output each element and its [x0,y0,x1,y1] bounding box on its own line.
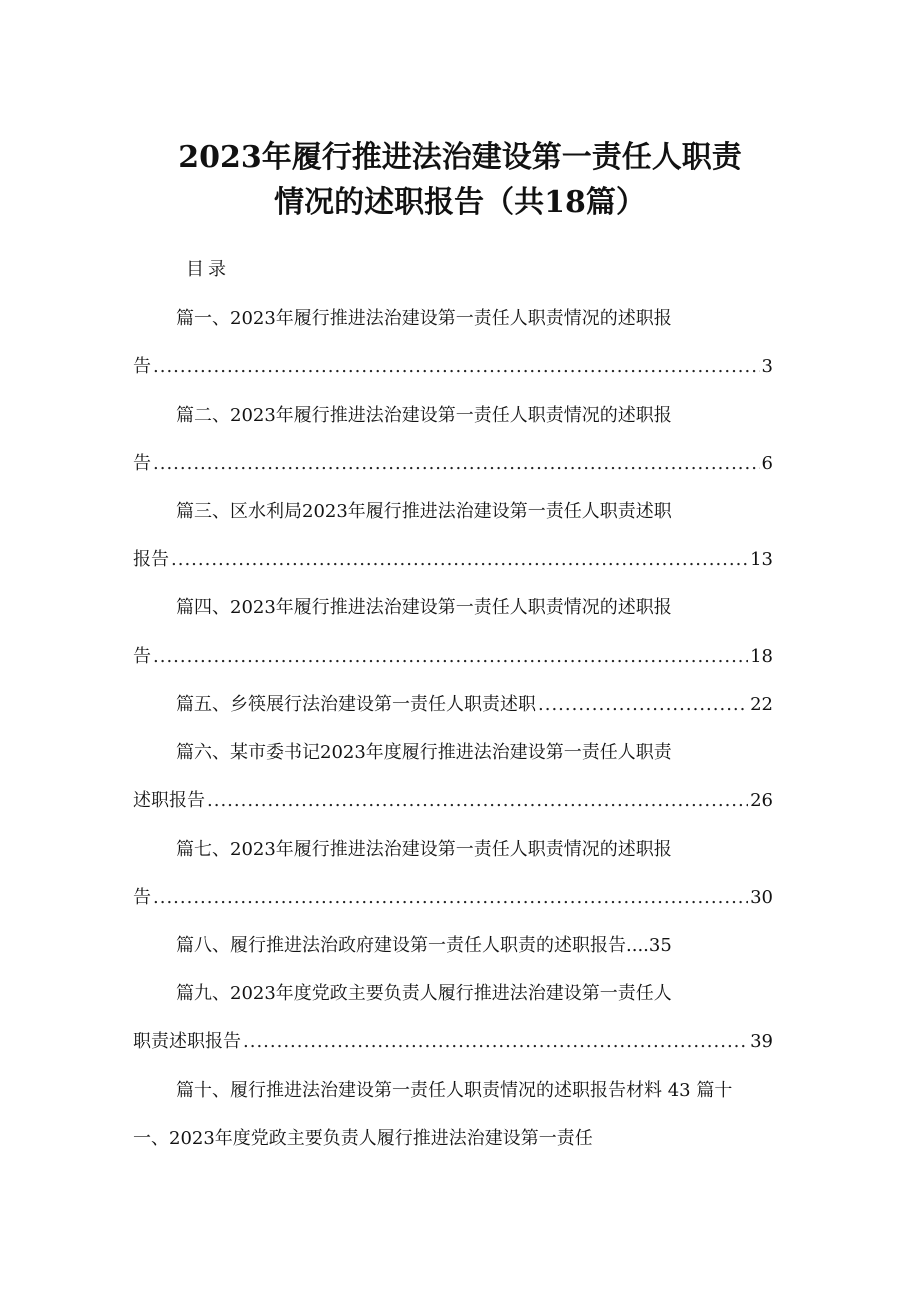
toc-entry-10[interactable]: 篇十、履行推进法治建设第一责任人职责情况的述职报告材料 43 篇十 [176,1080,733,1101]
toc-entry-2-tail: 告 [133,453,151,474]
toc-entry-1-page: 3 [761,356,773,377]
toc-leader-dots [171,548,748,572]
toc-entry-5[interactable] [176,693,773,717]
toc-entry-4-tail: 告 [133,646,151,667]
toc-entry-2-line-1[interactable]: 篇二、2023年履行推进法治建设第一责任人职责情况的述职报 [176,405,672,426]
toc-entry-4-line-1[interactable]: 篇四、2023年履行推进法治建设第一责任人职责情况的述职报 [176,597,672,618]
toc-entry-9-line-2[interactable] [133,1030,773,1054]
document-title-line-2: 情况的述职报告（共18篇） [274,185,646,220]
toc-entry-1-line-1[interactable]: 篇一、2023年履行推进法治建设第一责任人职责情况的述职报 [176,308,672,329]
toc-entry-7-line-1[interactable]: 篇七、2023年履行推进法治建设第一责任人职责情况的述职报 [176,839,672,860]
toc-entry-6-line-2[interactable] [133,789,773,813]
toc-entry-3-tail: 报告 [133,549,169,570]
toc-entry-7-line-2[interactable] [133,886,773,910]
toc-entry-5-text: 篇五、乡筷展行法治建设第一责任人职责述职 [176,694,536,715]
toc-entry-1-line-2[interactable] [133,355,773,379]
toc-entry-1-tail: 告 [133,356,151,377]
toc-entry-7-page: 30 [750,887,773,908]
toc-entry-9-tail: 职责述职报告 [133,1031,241,1052]
toc-entry-3-page: 13 [750,549,773,570]
document-title-line-1: 2023年履行推进法治建设第一责任人职责 [178,140,742,175]
toc-entry-4-line-2[interactable] [133,645,773,669]
toc-entry-5-page: 22 [750,694,773,715]
toc-leader-dots [153,886,748,910]
toc-entry-7-tail: 告 [133,887,151,908]
toc-entry-9-page: 39 [750,1031,773,1052]
toc-entry-3-line-1[interactable]: 篇三、区水利局2023年履行推进法治建设第一责任人职责述职 [176,501,672,522]
toc-entry-9-line-1[interactable]: 篇九、2023年度党政主要负责人履行推进法治建设第一责任人 [176,983,672,1004]
toc-entry-11[interactable]: 一、2023年度党政主要负责人履行推进法治建设第一责任 [133,1128,593,1149]
toc-entry-2-line-2[interactable] [133,452,773,476]
toc-heading: 目录 [186,259,230,280]
toc-leader-dots [243,1030,748,1054]
toc-leader-dots [207,789,748,813]
toc-entry-3-line-2[interactable] [133,548,773,572]
toc-leader-dots [153,645,748,669]
toc-leader-dots [153,355,760,379]
toc-entry-4-page: 18 [750,646,773,667]
toc-entry-6-line-1[interactable]: 篇六、某市委书记2023年度履行推进法治建设第一责任人职责 [176,742,672,763]
toc-entry-6-page: 26 [750,790,773,811]
toc-entry-8[interactable]: 篇八、履行推进法治政府建设第一责任人职责的述职报告....35 [176,935,672,956]
toc-entry-6-tail: 述职报告 [133,790,205,811]
toc-leader-dots [538,693,748,717]
toc-leader-dots [153,452,760,476]
toc-entry-2-page: 6 [761,453,773,474]
